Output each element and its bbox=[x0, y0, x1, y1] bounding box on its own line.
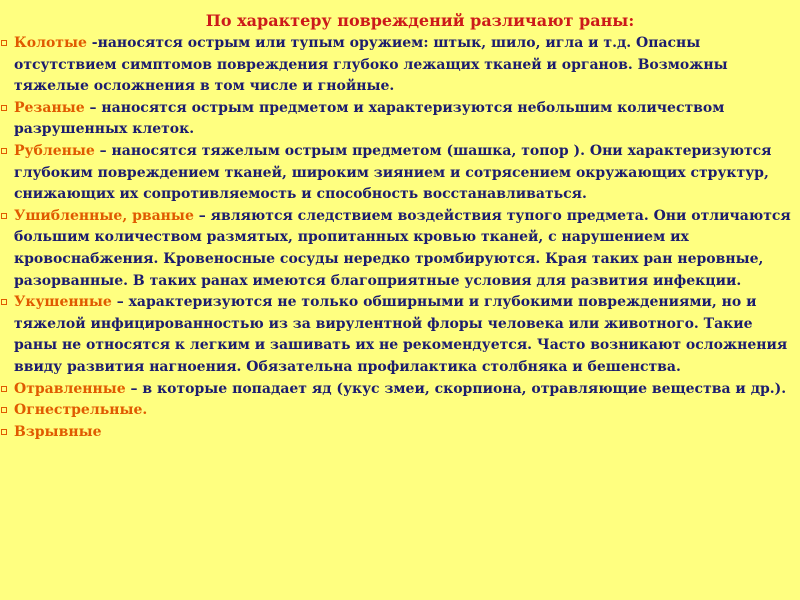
square-bullet-icon bbox=[1, 148, 7, 154]
square-bullet-icon bbox=[1, 429, 7, 435]
item-term: Укушенные bbox=[14, 294, 112, 311]
item-description: – являются следствием воздействия тупого предмета. Они отличаются большим количеством размятых, пропитанных кровью тканей, с нарушением их кровоснабжения. Кровеносные сосуды нередко тромбируются. Края таких ран неровные, разорванные. В таких ранах имеются благоприятные условия для развития инфекции. bbox=[14, 207, 791, 289]
item-term: Взрывные bbox=[14, 423, 102, 440]
item-description: – наносятся тяжелым острым предметом (шашка, топор ). Они характеризуются глубоким повреждением тканей, широким зиянием и сотрясением окружающих структур, снижающих их сопротивляемость и способность восстанавливаться. bbox=[14, 142, 772, 203]
item-term: Ушибленные, рваные bbox=[14, 207, 194, 224]
square-bullet-icon bbox=[1, 299, 7, 305]
list-item-bitten bbox=[6, 292, 794, 378]
item-description: – наносятся острым предметом и характеризуются небольшим количеством разрушенных клеток. bbox=[14, 99, 725, 138]
item-description: -наносятся острым или тупым оружием: штык, шило, игла и т.д. Опасны отсутствием симптомов повреждения глубоко лежащих тканей и органов. Возможны тяжелые осложнения в том числе и гнойные. bbox=[14, 35, 728, 95]
square-bullet-icon bbox=[1, 386, 7, 392]
list-item-chopped bbox=[6, 141, 794, 206]
list-item-stab bbox=[6, 33, 794, 98]
square-bullet-icon bbox=[1, 213, 7, 219]
list-item-explosive bbox=[6, 422, 794, 444]
slide-title: По характеру повреждений различают раны: bbox=[205, 11, 635, 30]
item-term: Колотые bbox=[14, 35, 87, 51]
wound-types-list bbox=[6, 33, 794, 443]
list-item-poisoned bbox=[6, 379, 794, 401]
square-bullet-icon bbox=[1, 105, 7, 111]
square-bullet-icon bbox=[1, 407, 7, 413]
item-term: Резаные bbox=[14, 99, 85, 116]
item-description: – в которые попадает яд (укус змеи, скорпиона, отравляющие вещества и др.). bbox=[125, 380, 787, 397]
list-item-incised bbox=[6, 98, 794, 141]
list-item-contused bbox=[6, 206, 794, 292]
item-description: – характеризуются не только обширными и глубокими повреждениями, но и тяжелой инфицированностью из за вирулентной флоры человека или животного. Такие раны не относятся к легким и зашивать их не рекомендуется. Часто возникают осложнения ввиду развития нагноения. Обязательна профилактика столбняка и бешенства. bbox=[14, 294, 788, 375]
list-item-gunshot bbox=[6, 400, 794, 422]
square-bullet-icon bbox=[1, 40, 7, 46]
item-term: Огнестрельные. bbox=[14, 402, 148, 419]
item-term: Отравленные bbox=[14, 380, 126, 397]
item-term: Рубленые bbox=[14, 142, 95, 159]
